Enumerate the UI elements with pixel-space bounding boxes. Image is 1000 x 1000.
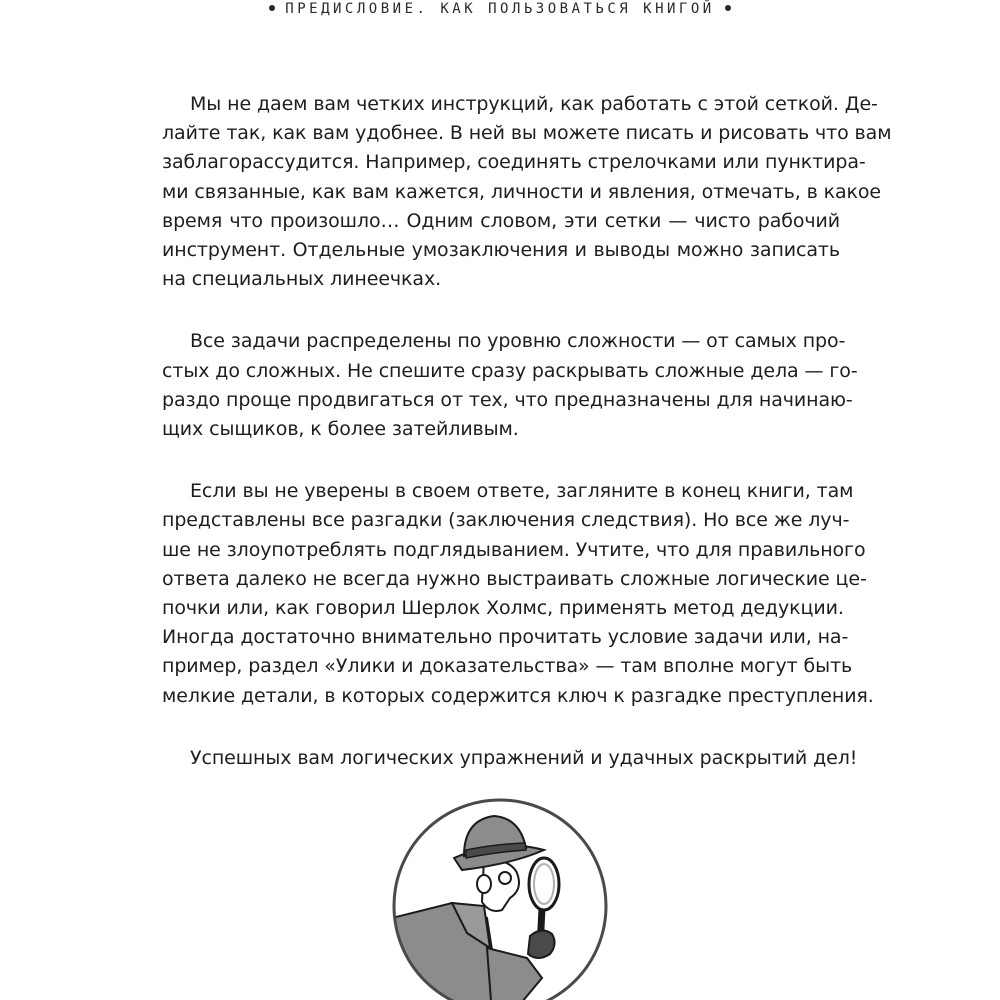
text-line: Если вы не уверены в своем ответе, загляните в конец книги, там — [190, 480, 854, 503]
text-line: Мы не даем вам четких инструкций, как работать с этой сеткой. Де- — [190, 93, 878, 115]
paragraph-1 — [162, 90, 892, 294]
text-line: почки или, как говорил Шерлок Холмс, применять метод дедукции. — [162, 597, 844, 620]
text-line: лайте так, как вам удобнее. В ней вы можете писать и рисовать что вам — [162, 122, 892, 145]
text-line: Успешных вам логических упражнений и удачных раскрытий дел! — [190, 746, 858, 769]
bullet-right — [725, 5, 731, 11]
text-line: время что произошло… Одним словом, эти сетки — чисто рабочий — [162, 209, 840, 232]
paragraph-closing — [162, 744, 858, 773]
running-head-title: ПРЕДИСЛОВИЕ. КАК ПОЛЬЗОВАТЬСЯ КНИГОЙ — [285, 1, 715, 17]
paragraph-2 — [162, 327, 858, 444]
text-line: заблагорассудится. Например, соединять стрелочками или пунктира- — [162, 151, 866, 174]
bullet-left — [269, 5, 275, 11]
text-line: ответа далеко не всегда нужно выстраивать сложные логические це- — [162, 567, 867, 590]
text-line: Все задачи распределены по уровню сложности — от самых про- — [190, 330, 846, 353]
detective-with-magnifying-glass-icon — [392, 798, 608, 1000]
text-line: щих сыщиков, к более затейливым. — [162, 418, 519, 441]
text-line: представлены все разгадки (заключения следствия). Но все же луч- — [162, 509, 850, 532]
text-line: инструмент. Отдельные умозаключения и выводы можно записать — [162, 239, 840, 262]
text-line: ми связанные, как вам кажется, личности и явления, отмечать, в какое — [162, 180, 882, 203]
text-line: стых до сложных. Не спешите сразу раскрывать сложные дела — го- — [162, 359, 858, 382]
text-line: на специальных линеечках. — [162, 268, 442, 291]
text-line: мелкие детали, в которых содержится ключ к разгадке преступления. — [162, 684, 874, 707]
text-line: раздо проще продвигаться от тех, что предназначены для начинаю- — [162, 388, 853, 411]
paragraph-3 — [162, 477, 874, 711]
running-head — [0, 1, 1000, 17]
text-line: Иногда достаточно внимательно прочитать условие задачи или, на- — [162, 626, 849, 649]
body-text — [162, 90, 892, 806]
text-line: ше не злоупотреблять подглядыванием. Учтите, что для правильного — [162, 538, 866, 561]
text-line: пример, раздел «Улики и доказательства» — там вполне могут быть — [162, 655, 853, 678]
